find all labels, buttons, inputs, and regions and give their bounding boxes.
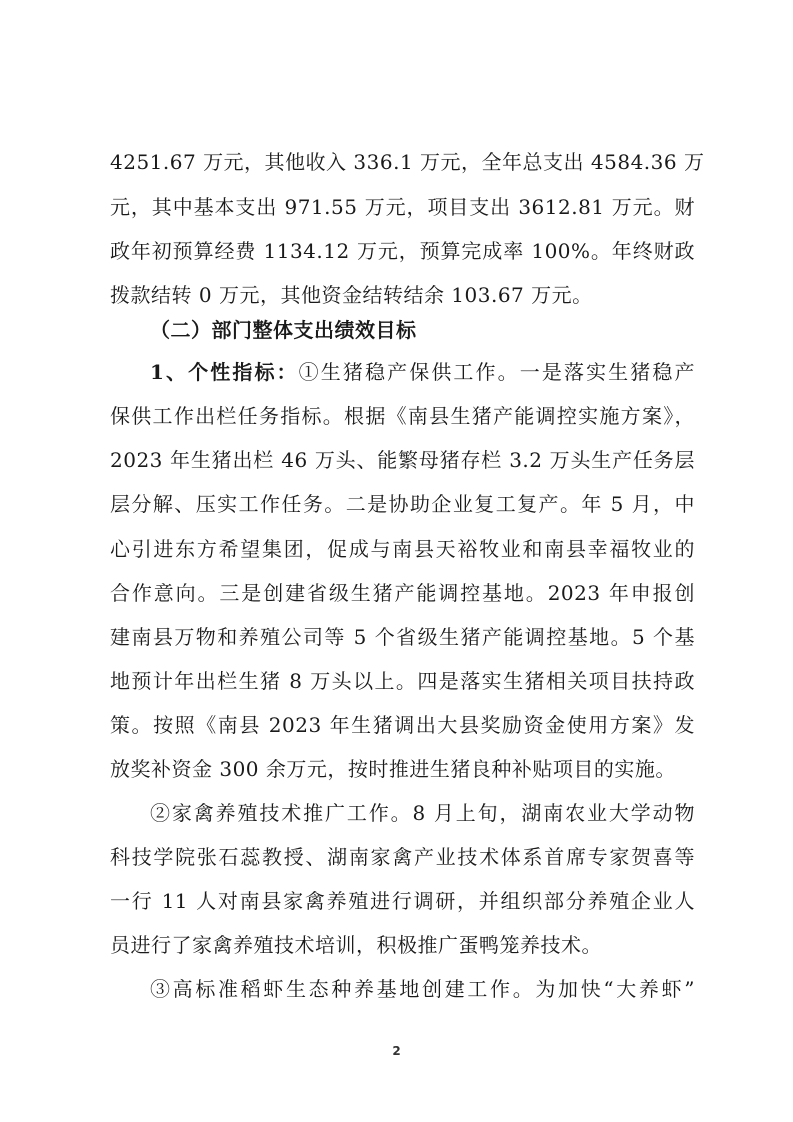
- body-text-line: 4251.67 万元，其他收入 336.1 万元，全年总支出 4584.36 万: [110, 150, 705, 174]
- body-text-line: 合作意向。三是创建省级生猪产能调控基地。2023 年申报创: [110, 581, 695, 605]
- body-text-line: 心引进东方希望集团，促成与南县天裕牧业和南县幸福牧业的: [110, 537, 695, 561]
- body-text-line: 科技学院张石蕊教授、湖南家禽产业技术体系首席专家贺喜等: [110, 845, 695, 869]
- indicator-label: 1、个性指标：: [150, 360, 299, 384]
- body-text-line: 层分解、压实工作任务。二是协助企业复工复产。年 5 月，中: [110, 492, 695, 516]
- body-text-line: ③高标准稻虾生态种养基地创建工作。为加快“大养虾”: [150, 977, 695, 1001]
- section-heading: （二）部门整体支出绩效目标: [150, 318, 417, 342]
- indicator-text: ①生猪稳产保供工作。一是落实生猪稳产: [298, 360, 695, 384]
- body-text-line: 元，其中基本支出 971.55 万元，项目支出 3612.81 万元。财: [110, 195, 695, 219]
- body-text-line: [150, 360, 695, 384]
- body-text-line: 一行 11 人对南县家禽养殖进行调研，并组织部分养殖企业人: [110, 889, 695, 913]
- body-text-line: 保供工作出栏任务指标。根据《南县生猪产能调控实施方案》，: [110, 404, 695, 428]
- body-text-line: 2023 年生猪出栏 46 万头、能繁母猪存栏 3.2 万头生产任务层: [110, 448, 695, 472]
- body-text-line: 地预计年出栏生猪 8 万头以上。四是落实生猪相关项目扶持政: [110, 669, 695, 693]
- body-text-line: 政年初预算经费 1134.12 万元，预算完成率 100%。年终财政: [110, 239, 695, 263]
- body-text-line: 放奖补资金 300 余万元，按时推进生猪良种补贴项目的实施。: [110, 757, 676, 781]
- body-text-line: ②家禽养殖技术推广工作。8 月上旬，湖南农业大学动物: [150, 801, 695, 825]
- body-text-line: 策。按照《南县 2023 年生猪调出大县奖励资金使用方案》发: [110, 713, 695, 737]
- page-number: 2: [392, 1044, 401, 1058]
- body-text-line: 建南县万物和养殖公司等 5 个省级生猪产能调控基地。5 个基: [110, 625, 695, 649]
- body-text-line: 员进行了家禽养殖技术培训，积极推广蛋鸭笼养技术。: [110, 933, 602, 957]
- body-text-line: 拨款结转 0 万元，其他资金结转结余 103.67 万元。: [110, 283, 593, 307]
